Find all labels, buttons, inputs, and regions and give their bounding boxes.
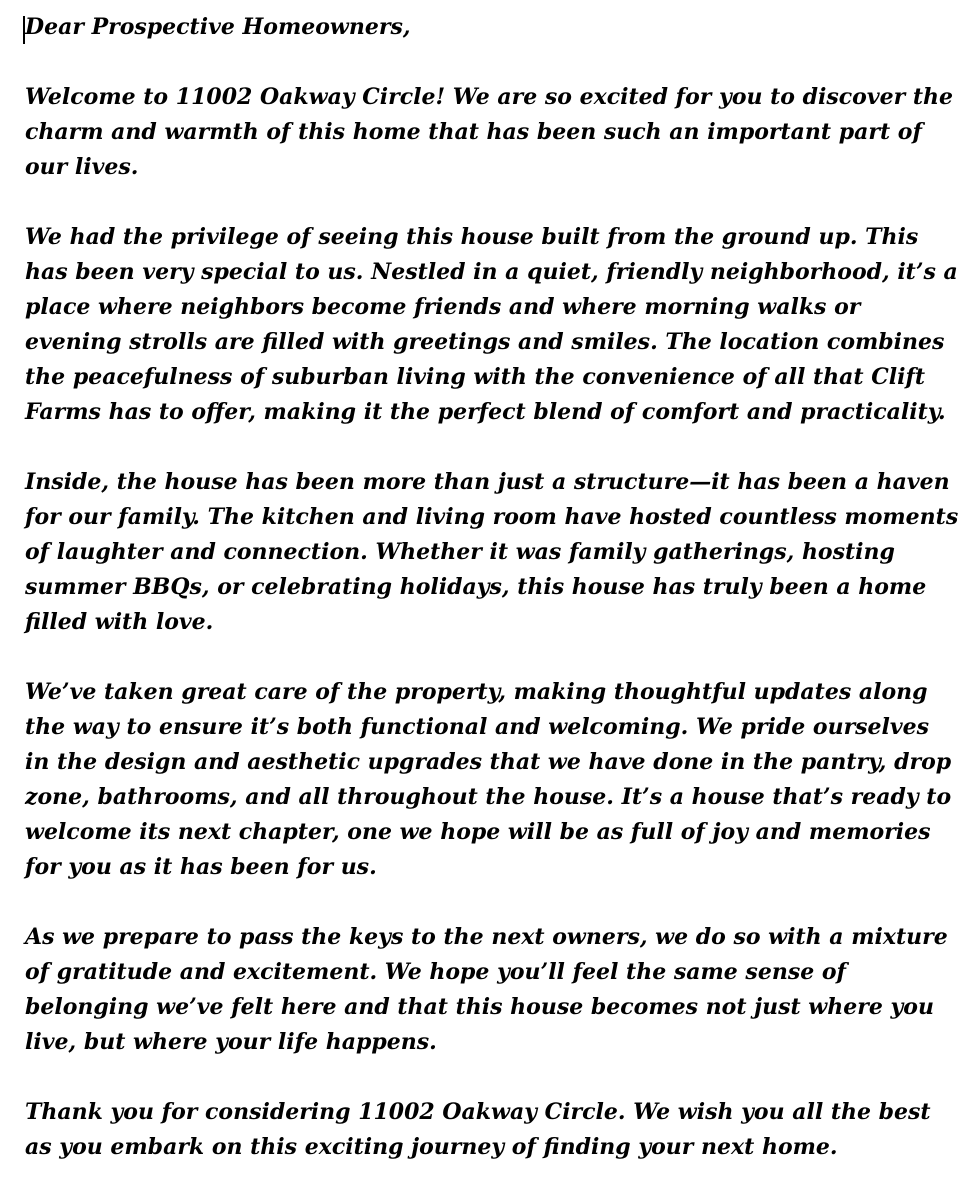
- paragraph-closing: Thank you for considering 11002 Oakway Circle. We wish you all the best as you embark on this exciting journey of finding your next home.: [25, 1099, 931, 1160]
- paragraph-interior: Inside, the house has been more than just a structure—it has been a haven for our family. The kitchen and living room have hosted countless moments of laughter and connection. Whether it was family gatherings, hosting summer BBQs, or celebrating holidays, this house has truly been a home filled with love.: [25, 469, 959, 635]
- paragraph-welcome: Welcome to 11002 Oakway Circle! We are so excited for you to discover the charm and warmth of this home that has been such an important part of our lives.: [25, 84, 954, 180]
- salutation-text: Dear Prospective Homeowners,: [25, 14, 411, 40]
- paragraph-neighborhood: We had the privilege of seeing this house built from the ground up. This has been very special to us. Nestled in a quiet, friendly neighborhood, it’s a place where neighbors become friends and where morning walks or evening strolls are filled with greetings and smiles. The location combines the peacefulness of suburban living with the convenience of all that Clift Farms has to offer, making it the perfect blend of comfort and practicality.: [25, 224, 958, 425]
- letter-body[interactable]: [25, 10, 960, 1165]
- paragraph-updates: We’ve taken great care of the property, making thoughtful updates along the way to ensure it’s both functional and welcoming. We pride ourselves in the design and aesthetic upgrades that we have done in the pantry, drop zone, bathrooms, and all throughout the house. It’s a house that’s ready to welcome its next chapter, one we hope will be as full of joy and memories for you as it has been for us.: [25, 679, 952, 880]
- paragraph-keys: As we prepare to pass the keys to the next owners, we do so with a mixture of gratitude and excitement. We hope you’ll feel the same sense of belonging we’ve felt here and that this house becomes not just where you live, but where your life happens.: [25, 924, 948, 1055]
- letter-salutation: [25, 10, 960, 45]
- text-cursor: [23, 16, 25, 44]
